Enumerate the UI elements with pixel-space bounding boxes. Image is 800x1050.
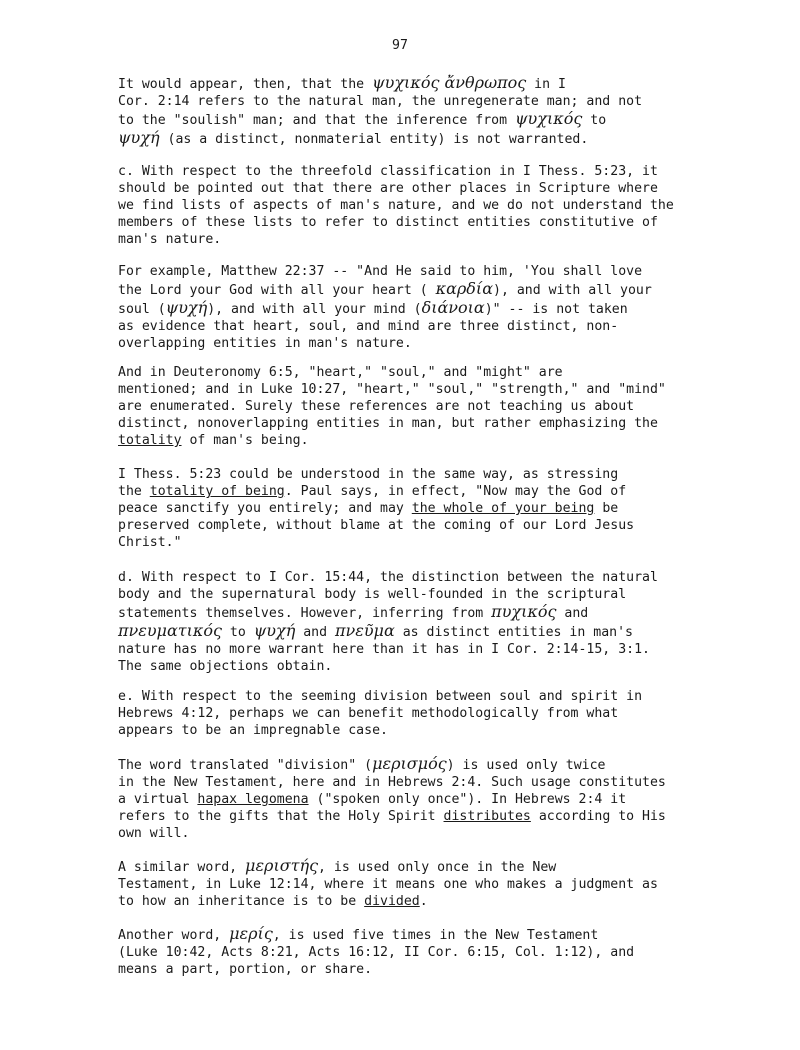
text-run: according to His own will.	[118, 809, 666, 841]
paragraph-appear	[118, 74, 718, 148]
paragraph-deut	[118, 364, 718, 449]
paragraph-c	[118, 163, 718, 248]
text-run: ), and with all your soul (	[118, 283, 652, 317]
greek-term: ψυχή	[253, 621, 296, 640]
text-run: , is used five times in the New Testament (Luke 10:42, Acts 8:21, Acts 16:12, II Cor. 6:15, Col. 1:12), and means a part, portion, or share.	[118, 928, 635, 977]
text-run: ), and with all your mind (	[207, 302, 422, 317]
underlined-text: hapax legomena	[197, 792, 309, 807]
greek-term: πνευματικός	[118, 621, 222, 640]
text-run: of man's being.	[181, 433, 309, 448]
text-run: to	[221, 625, 254, 640]
text-run: e. With respect to the seeming division between soul and spirit in Hebrews 4:12, perhaps we can benefit methodologically from what appears to be an impregnable case.	[118, 689, 643, 738]
underlined-text: divided	[364, 894, 420, 909]
text-run: The word translated "division" (	[118, 758, 373, 773]
text-run: It would appear, then, that the	[118, 77, 373, 92]
text-run: ) is used only twice in the New Testament, here and in Hebrews 2:4. Such usage constitutes a virtual	[118, 758, 666, 807]
greek-term: μεριστής	[245, 856, 319, 875]
paragraph-e	[118, 688, 718, 739]
text-run: ("spoken only once"). In Hebrews 2:4 it refers to the gifts that the Holy Spirit	[118, 792, 627, 824]
greek-term: πυχικός	[491, 602, 557, 621]
paragraph-matthew	[118, 263, 718, 352]
text-run: For example, Matthew 22:37 -- "And He said to him, 'You shall love the Lord your God with all your heart (	[118, 264, 643, 298]
greek-term: ψυχή	[118, 128, 160, 147]
greek-term: διάνοια	[421, 298, 485, 317]
text-run: c. With respect to the threefold classification in I Thess. 5:23, it should be pointed out that there are other places in Scripture where we find lists of aspects of man's nature, and we do not understand the members of these lists to refer to distinct entities constitutive of man's nature.	[118, 164, 674, 247]
text-run: Another word,	[118, 928, 230, 943]
text-run: as distinct entities in man's nature has no more warrant here than it has in I Cor. 2:14-15, 3:1. The same objections obtain.	[118, 625, 650, 674]
text-run: to	[590, 113, 607, 128]
greek-term: πνεῦμα	[335, 621, 395, 640]
underlined-text: distributes	[443, 809, 531, 824]
page-number: 97	[392, 38, 408, 53]
text-run: .	[419, 894, 428, 909]
text-run: , is used only once in the New Testament, in Luke 12:14, where it means one who makes a judgment as to how an inheritance is to be	[118, 860, 658, 909]
text-run: and	[295, 625, 335, 640]
text-run: And in Deuteronomy 6:5, "heart," "soul," and "might" are mentioned; and in Luke 10:27, "heart," "soul," "strength," and "mind" are enumerated. Surely these references are not teaching us about distinct, nonoverlapping entities in man, but rather emphasizing the	[118, 365, 666, 431]
text-run: (as a distinct, nonmaterial entity) is not warranted.	[159, 132, 589, 147]
text-run: d. With respect to I Cor. 15:44, the distinction between the natural body and the supernatural body is well-founded in the scriptural statements themselves. However, inferring from	[118, 570, 658, 621]
text-run: in I Cor. 2:14 refers to the natural man, the unregenerate man; and not to the "soulish" man; and that the inference from	[118, 77, 643, 128]
underlined-text: totality of being	[149, 484, 285, 499]
text-run: I Thess. 5:23 could be understood in the same way, as stressing the	[118, 467, 619, 499]
greek-term: ψυχικός ἄνθρωπος	[372, 73, 527, 92]
greek-term: καρδία	[435, 279, 494, 298]
paragraph-another	[118, 925, 718, 978]
paragraph-similar	[118, 857, 718, 910]
text-run: . Paul says, in effect, "Now may the God of peace sanctify you entirely; and may	[118, 484, 627, 516]
greek-term: ψυχικός	[514, 109, 583, 128]
greek-term: μερίς	[229, 924, 273, 943]
text-run: and	[564, 606, 589, 621]
paragraph-thess	[118, 466, 718, 551]
greek-term: ψυχή	[165, 298, 208, 317]
text-run: A similar word,	[118, 860, 246, 875]
paragraph-d	[118, 569, 718, 675]
text-run: be preserved complete, without blame at the coming of our Lord Jesus Christ."	[118, 501, 635, 550]
text-run: )" -- is not taken as evidence that heart, soul, and mind are three distinct, non- overlapping entities in man's nature.	[118, 302, 628, 351]
paragraph-division	[118, 755, 718, 842]
underlined-text: the whole of your being	[411, 501, 595, 516]
underlined-text: totality	[118, 433, 182, 448]
greek-term: μερισμός	[372, 754, 447, 773]
